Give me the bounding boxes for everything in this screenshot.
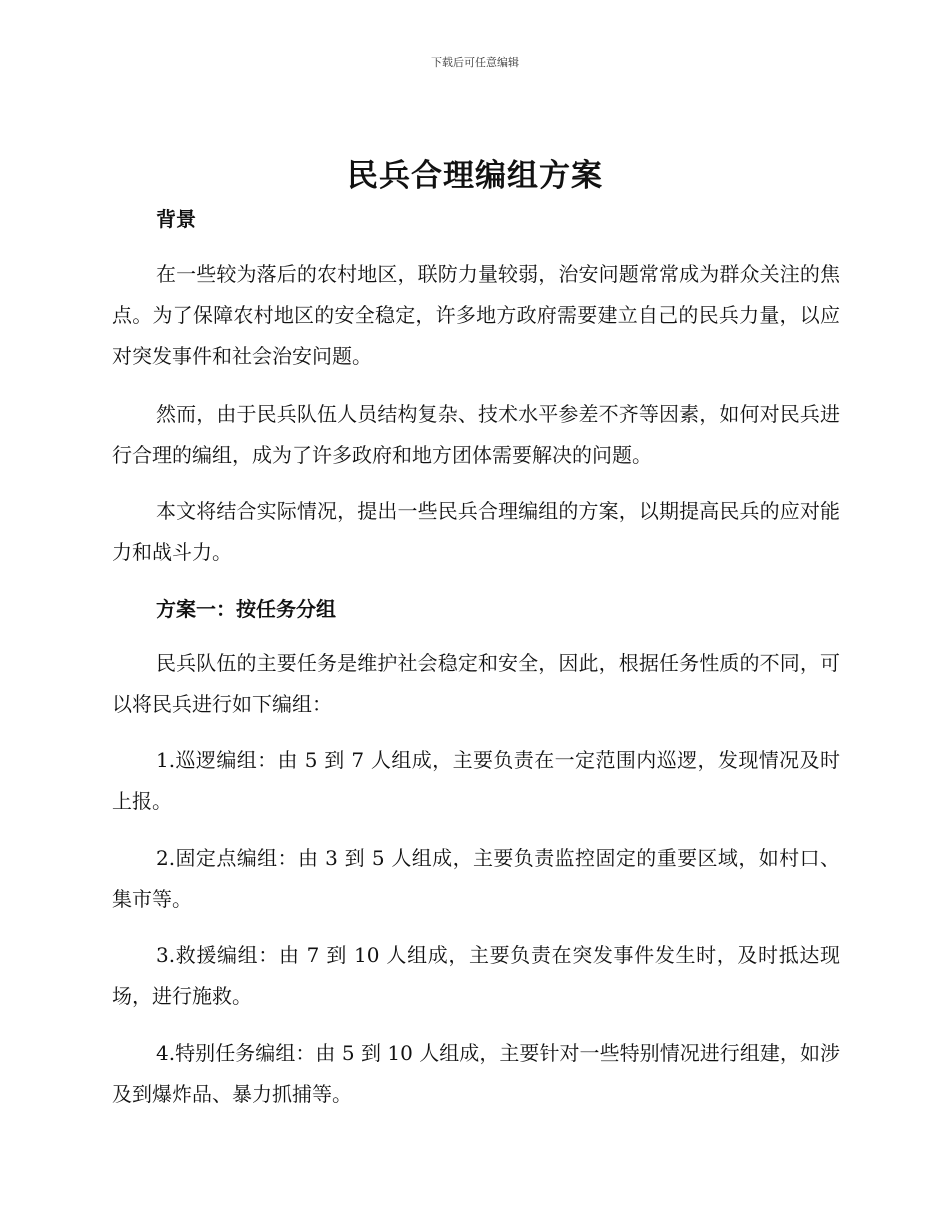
document-title: 民兵合理编组方案 bbox=[347, 158, 603, 194]
header-note: 下载后可任意编辑 bbox=[431, 56, 519, 69]
plan1-item-fixed-point: 2.固定点编组：由 3 到 5 人组成，主要负责监控固定的重要区域，如村口、集市等。 bbox=[112, 846, 840, 911]
plan1-item-patrol: 1.巡逻编组：由 5 到 7 人组成，主要负责在一定范围内巡逻，发现情况及时上报。 bbox=[112, 748, 840, 813]
section-heading-background: 背景 bbox=[156, 207, 196, 231]
background-section bbox=[112, 205, 840, 233]
plan1-item-3-block bbox=[112, 935, 840, 1017]
plan1-paragraph-1-block bbox=[112, 643, 840, 725]
background-paragraph-3-block bbox=[112, 491, 840, 573]
background-paragraph-1-block bbox=[112, 254, 840, 377]
plan1-item-4-block bbox=[112, 1033, 840, 1115]
plan1-item-2-block bbox=[112, 838, 840, 920]
plan1-item-1-block bbox=[112, 740, 840, 822]
plan1-item-special-task: 4.特别任务编组：由 5 到 10 人组成，主要针对一些特别情况进行组建，如涉及到爆炸品、暴力抓捕等。 bbox=[112, 1041, 840, 1106]
background-paragraph-2: 然而，由于民兵队伍人员结构复杂、技术水平参差不齐等因素，如何对民兵进行合理的编组，成为了许多政府和地方团体需要解决的问题。 bbox=[112, 402, 840, 467]
plan1-item-rescue: 3.救援编组：由 7 到 10 人组成，主要负责在突发事件发生时，及时抵达现场，进行施救。 bbox=[112, 943, 840, 1008]
section-heading-plan1: 方案一：按任务分组 bbox=[156, 597, 336, 621]
background-paragraph-3: 本文将结合实际情况，提出一些民兵合理编组的方案，以期提高民兵的应对能力和战斗力。 bbox=[112, 499, 840, 564]
plan1-paragraph-intro: 民兵队伍的主要任务是维护社会稳定和安全，因此，根据任务性质的不同，可以将民兵进行如下编组： bbox=[112, 651, 840, 716]
background-paragraph-1: 在一些较为落后的农村地区，联防力量较弱，治安问题常常成为群众关注的焦点。为了保障农村地区的安全稳定，许多地方政府需要建立自己的民兵力量，以应对突发事件和社会治安问题。 bbox=[112, 262, 840, 368]
plan1-section bbox=[112, 595, 840, 623]
background-paragraph-2-block bbox=[112, 394, 840, 476]
